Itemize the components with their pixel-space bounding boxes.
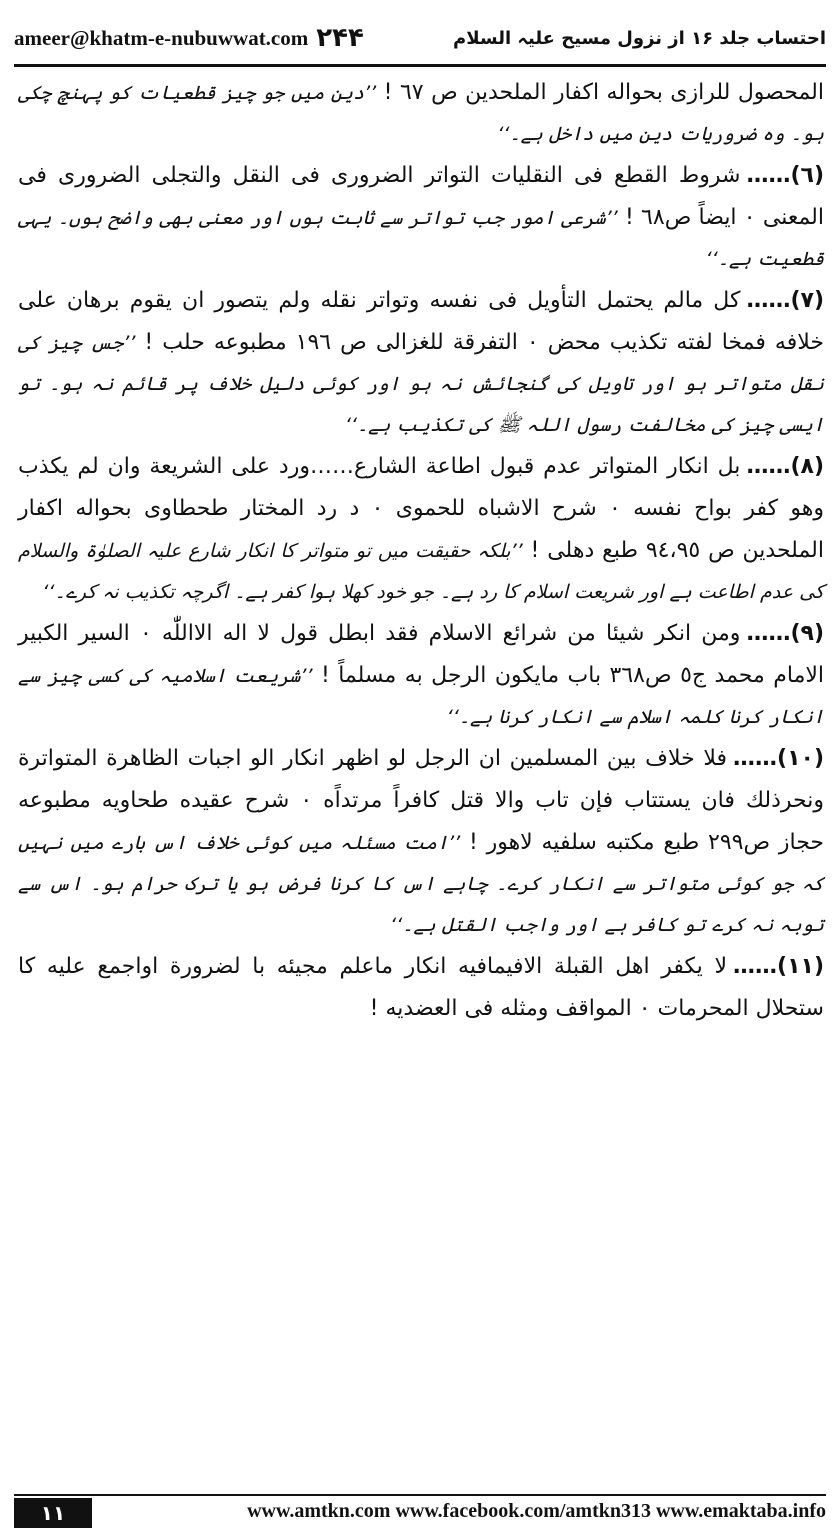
header-left bbox=[14, 23, 364, 53]
urdu-translation: ’’شریعت اسلامیہ کی کسی چیز سے انکار کرنا کلمہ اسلام سے انکار کرنا ہے۔‘‘ bbox=[18, 665, 824, 728]
paragraph-7 bbox=[18, 280, 824, 446]
urdu-translation: ’’دین میں جو چیز قطعیات کو پہنچ چکی ہو۔ وہ ضروریات دین میں داخل ہے۔‘‘ bbox=[18, 82, 824, 145]
paragraph-number: (٦)…… bbox=[746, 163, 824, 188]
header-email: ameer@khatm-e-nubuwwat.com bbox=[14, 25, 309, 50]
paragraph-9 bbox=[18, 613, 824, 738]
arabic-text: شروط القطع فی النقلیات التواتر الضروری فی النقل والتجلی الضروری فی المعنی ۰ ایضاً ص٦٨ ! bbox=[18, 163, 824, 230]
urdu-translation: ’’شرعی امور جب تواتر سے ثابت ہوں اور معنی بھی واضح ہوں۔ یہی قطعیت ہے۔‘‘ bbox=[18, 207, 824, 270]
paragraph-number: (٩)…… bbox=[746, 621, 824, 646]
arabic-text: لا یکفر اهل القبلة الافیمافیه انکار ماعلم مجیئه با لضرورة اواجمع علیه کا ستحلال المحرمات ۰ المواقف ومثله فی العضدیه ! bbox=[18, 954, 824, 1021]
page-body bbox=[18, 72, 824, 1472]
arabic-text: ومن انکر شیئا من شرائع الاسلام فقد ابطل قول لا اله الااللّٰه ۰ السیر الکبیر الامام محمد ج٥ ص٣٦٨ باب مایکون الرجل به مسلماً ! bbox=[18, 621, 825, 688]
page-header bbox=[14, 18, 826, 58]
book-title: احتساب جلد ۱۶ از نزول مسیح علیہ السلام bbox=[453, 27, 826, 49]
page-footer bbox=[14, 1494, 826, 1530]
arabic-text: بل انکار المتواتر عدم قبول اطاعة الشارع……ورد علی الشریعة وان لم یکذب وهو کفر بواح نفسه ۰ شرح الاشباه للحموی ۰ د رد المختار طحطاوی بحواله اکفار الملحدین ص ٩٤،٩٥ طبع دهلی ! bbox=[18, 454, 824, 563]
urdu-translation: ’’جس چیز کی نقل متواتر ہو اور تاویل کی گنجائش نہ ہو اور کوئی دلیل خلاف پر قائم نہ ہو۔ تو ایسی چیز کی مخالفت رسول اللہ ﷺ کی تکذیب ہے۔‘‘ bbox=[18, 332, 824, 436]
paragraph-continuation bbox=[18, 72, 824, 155]
footer-divider bbox=[14, 1494, 826, 1496]
paragraph-number: (٧)…… bbox=[746, 288, 824, 313]
paragraph-11 bbox=[18, 946, 824, 1030]
paragraph-number: (١٠)…… bbox=[733, 746, 824, 771]
folio-badge: ١١ bbox=[14, 1498, 92, 1528]
paragraph-10 bbox=[18, 738, 824, 946]
header-divider bbox=[14, 64, 826, 67]
arabic-text: المحصول للرازی بحواله اکفار الملحدین ص ٦٧ ! bbox=[376, 80, 824, 105]
paragraph-6 bbox=[18, 155, 824, 280]
paragraph-number: (٨)…… bbox=[746, 454, 824, 479]
urdu-translation: ’’امت مسئلہ میں کوئی خلاف اس بارے میں نہیں کہ جو کوئی متواتر سے انکار کرے۔ چاہے اس کا کرنا فرض ہو یا ترک حرام ہو۔ اس سے توبہ نہ کرے تو کافر ہے اور واجب القتل ہے۔‘‘ bbox=[18, 832, 824, 936]
arabic-text: کل مالم یحتمل التأویل فی نفسه وتواتر نقله ولم یتصور ان یقوم برهان علی خلافه فمخا لفته تکذیب محض ۰ التفرقة للغزالی ص ١٩٦ مطبوعه حلب ! bbox=[18, 288, 824, 355]
paragraph-number: (١١)…… bbox=[733, 954, 824, 979]
arabic-text: فلا خلاف بین المسلمین ان الرجل لو اظهر انکار الو اجبات الظاهرة المتواترة ونحرذلك فان یستتاب فإن تاب والا قتل کافراً مرتداًه ۰ شرح عقیده طحاویه مطبوعه حجاز ص٢٩٩ طبع مکتبه سلفیه لاهور ! bbox=[18, 746, 825, 855]
urdu-translation: ’’بلکہ حقیقت میں تو متواتر کا انکار شارع علیہ الصلوٰۃ والسلام کی عدم اطاعت ہے اور شریعت اسلام کا رد ہے۔ جو خود کھلا ہوا کفر ہے۔ اگرچہ تکذیب نہ کرے۔‘‘ bbox=[18, 540, 824, 603]
footer-links: www.amtkn.com www.facebook.com/amtkn313 www.emaktaba.info bbox=[247, 1500, 826, 1522]
paragraph-8 bbox=[18, 446, 824, 613]
page-number: ۲۴۴ bbox=[316, 23, 364, 53]
